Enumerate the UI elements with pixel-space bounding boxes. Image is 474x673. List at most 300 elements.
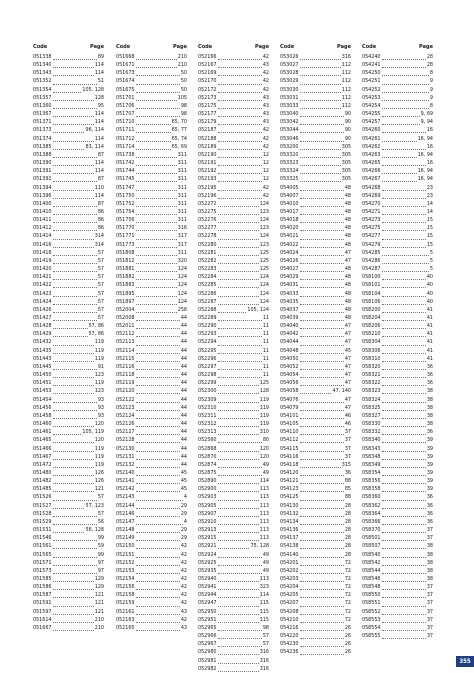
- leader-dots: [136, 299, 177, 305]
- leader-dots: [136, 495, 183, 501]
- product-code: 058321: [362, 372, 381, 379]
- index-row: [280, 363, 351, 371]
- product-code: 052192: [198, 168, 217, 175]
- page-reference: 48: [344, 282, 351, 289]
- index-row: [362, 53, 433, 61]
- product-code: 054026: [280, 257, 299, 264]
- product-code: 051528: [33, 510, 52, 517]
- product-code: 054010: [280, 200, 299, 207]
- page-reference: 36: [426, 429, 433, 436]
- page-reference: 93: [97, 412, 104, 419]
- product-code: 051390: [33, 160, 52, 167]
- product-code: 051675: [116, 86, 135, 93]
- leader-dots: [300, 87, 341, 93]
- index-row: [280, 404, 351, 412]
- page-reference: 44: [180, 372, 187, 379]
- index-row: [362, 298, 433, 306]
- product-code: 051531: [33, 527, 52, 534]
- code-header: Code: [116, 44, 131, 50]
- product-code: 054277: [362, 233, 381, 240]
- page-header: Page: [173, 44, 187, 50]
- product-code: 052925: [198, 559, 217, 566]
- leader-dots: [53, 209, 97, 215]
- page-reference: 113: [259, 502, 269, 509]
- leader-dots: [300, 282, 344, 288]
- page-reference: 114: [94, 135, 104, 142]
- leader-dots: [136, 160, 177, 166]
- leader-dots: [218, 446, 259, 452]
- page-reference: 37: [426, 600, 433, 607]
- page-reference: 12: [262, 176, 269, 183]
- index-row: [33, 330, 104, 338]
- page-reference: 46: [344, 421, 351, 428]
- index-row: [280, 192, 351, 200]
- product-code: 052907: [198, 510, 217, 517]
- index-row: [280, 624, 351, 632]
- leader-dots: [382, 454, 426, 460]
- index-row: [33, 461, 104, 469]
- product-code: 052130: [116, 445, 135, 452]
- index-row: [280, 616, 351, 624]
- index-row: [116, 575, 187, 583]
- index-row: [198, 347, 269, 355]
- index-row: [280, 551, 351, 559]
- index-row: [280, 591, 351, 599]
- page-reference: 87: [97, 151, 104, 158]
- index-row: [116, 347, 187, 355]
- leader-dots: [300, 429, 344, 435]
- page-reference: 113: [259, 535, 269, 542]
- product-code: 058200: [362, 306, 381, 313]
- index-row: [198, 379, 269, 387]
- leader-dots: [382, 307, 426, 313]
- column-header: [280, 41, 351, 53]
- column-header: [33, 41, 104, 53]
- leader-dots: [382, 274, 426, 280]
- page-reference: 15: [426, 241, 433, 248]
- product-code: 058548: [362, 584, 381, 591]
- product-code: 054056: [280, 380, 299, 387]
- leader-dots: [300, 193, 344, 199]
- page-reference: 121: [94, 486, 104, 493]
- leader-dots: [53, 95, 94, 101]
- leader-dots: [300, 446, 344, 452]
- index-row: [362, 118, 433, 126]
- index-row: [198, 518, 269, 526]
- product-code: 053320: [280, 151, 299, 158]
- product-code: 051712: [116, 135, 135, 142]
- leader-dots: [382, 144, 426, 150]
- leader-dots: [300, 413, 344, 419]
- product-code: 051416: [33, 241, 52, 248]
- leader-dots: [300, 152, 341, 158]
- leader-dots: [382, 168, 417, 174]
- product-code: 058501: [362, 535, 381, 542]
- product-code: 051400: [33, 200, 52, 207]
- product-code: 058356: [362, 478, 381, 485]
- index-row: [280, 298, 351, 306]
- leader-dots: [300, 625, 344, 631]
- index-row: [198, 159, 269, 167]
- product-code: 051426: [33, 306, 52, 313]
- leader-dots: [136, 527, 180, 533]
- leader-dots: [136, 168, 177, 174]
- index-row: [33, 143, 104, 151]
- index-row: [280, 330, 351, 338]
- leader-dots: [300, 250, 344, 256]
- page-reference: 42: [180, 616, 187, 623]
- leader-dots: [300, 601, 344, 607]
- page-reference: 9: [429, 94, 433, 101]
- page-reference: 36: [426, 510, 433, 517]
- page-reference: 120: [259, 453, 269, 460]
- page-reference: 38: [426, 551, 433, 558]
- product-code: 051412: [33, 225, 52, 232]
- product-code: 051881: [116, 266, 135, 273]
- index-row: [280, 575, 351, 583]
- page-reference: 43: [262, 111, 269, 118]
- leader-dots: [382, 470, 426, 476]
- index-row: [116, 135, 187, 143]
- index-row: [116, 192, 187, 200]
- product-code: 054037: [280, 306, 299, 313]
- index-row: [280, 338, 351, 346]
- page-reference: 125: [259, 249, 269, 256]
- index-row: [280, 143, 351, 151]
- leader-dots: [382, 584, 426, 590]
- page-reference: 113: [259, 486, 269, 493]
- product-code: 052944: [198, 592, 217, 599]
- product-code: 054241: [362, 62, 381, 69]
- product-code: 058364: [362, 510, 381, 517]
- product-code: 051420: [33, 266, 52, 273]
- index-row: [116, 241, 187, 249]
- page-reference: 16, 94: [417, 168, 433, 175]
- index-column-5: [362, 41, 433, 640]
- index-row: [198, 396, 269, 404]
- leader-dots: [218, 111, 262, 117]
- index-row: [33, 575, 104, 583]
- product-code: 052941: [198, 584, 217, 591]
- product-code: 054268: [362, 184, 381, 191]
- index-row: [33, 265, 104, 273]
- leader-dots: [218, 649, 259, 655]
- index-column-3: [198, 41, 269, 673]
- index-row: [116, 567, 187, 575]
- leader-dots: [136, 323, 180, 329]
- product-code: 051385: [33, 143, 52, 150]
- page-reference: 57, 123: [85, 502, 104, 509]
- leader-dots: [300, 364, 344, 370]
- product-code: 054266: [362, 168, 381, 175]
- index-row: [33, 624, 104, 632]
- index-row: [198, 69, 269, 77]
- index-row: [33, 387, 104, 395]
- index-row: [33, 542, 104, 550]
- index-row: [33, 241, 104, 249]
- product-code: 052913: [198, 527, 217, 534]
- page-reference: 44: [180, 363, 187, 370]
- product-code: 054240: [362, 54, 381, 60]
- leader-dots: [136, 519, 183, 525]
- product-code: 054040: [280, 323, 299, 330]
- index-row: [116, 387, 187, 395]
- index-row: [280, 510, 351, 518]
- product-code: 054031: [280, 282, 299, 289]
- page-reference: 323: [259, 584, 269, 591]
- leader-dots: [136, 470, 180, 476]
- page-reference: 316: [341, 54, 351, 60]
- product-code: 052165: [116, 624, 135, 631]
- leader-dots: [382, 576, 426, 582]
- index-row: [362, 151, 433, 159]
- product-code: 051773: [116, 241, 135, 248]
- index-row: [362, 404, 433, 412]
- leader-dots: [300, 331, 344, 337]
- leader-dots: [382, 535, 426, 541]
- leader-dots: [382, 413, 426, 419]
- product-code: 052177: [198, 111, 217, 118]
- page-reference: 65, 77: [171, 127, 187, 134]
- column-header: [116, 41, 187, 53]
- product-code: 052146: [116, 510, 135, 517]
- leader-dots: [218, 168, 262, 174]
- leader-dots: [300, 470, 344, 476]
- index-row: [362, 224, 433, 232]
- index-row: [362, 542, 433, 550]
- leader-dots: [53, 470, 94, 476]
- leader-dots: [218, 119, 262, 125]
- product-code: 054255: [362, 111, 381, 118]
- product-code: 051418: [33, 249, 52, 256]
- index-row: [362, 485, 433, 493]
- page-reference: 86: [97, 208, 104, 215]
- leader-dots: [218, 568, 262, 574]
- product-code: 052190: [198, 151, 217, 158]
- leader-dots: [218, 299, 259, 305]
- product-code: 051394: [33, 184, 52, 191]
- leader-dots: [382, 103, 429, 109]
- page-reference: 15: [426, 225, 433, 232]
- product-code: 058324: [362, 396, 381, 403]
- leader-dots: [136, 234, 177, 240]
- page-reference: 124: [259, 282, 269, 289]
- product-code: 054260: [362, 127, 381, 134]
- index-row: [198, 298, 269, 306]
- index-row: [280, 265, 351, 273]
- page-reference: 26: [344, 633, 351, 640]
- index-row: [33, 102, 104, 110]
- product-code: 051419: [33, 257, 52, 264]
- page-reference: 311: [177, 168, 187, 175]
- leader-dots: [53, 576, 94, 582]
- index-row: [198, 526, 269, 534]
- index-row: [116, 184, 187, 192]
- page-reference: 42: [262, 127, 269, 134]
- page-reference: 124: [177, 266, 187, 273]
- index-row: [280, 151, 351, 159]
- leader-dots: [382, 617, 426, 623]
- index-row: [280, 371, 351, 379]
- index-row: [116, 453, 187, 461]
- index-row: [116, 200, 187, 208]
- product-code: 058366: [362, 518, 381, 525]
- product-code: 053029: [280, 78, 299, 85]
- product-code: 058552: [362, 608, 381, 615]
- page-reference: 123: [94, 388, 104, 395]
- leader-dots: [300, 380, 344, 386]
- leader-dots: [53, 552, 97, 558]
- leader-dots: [53, 462, 94, 468]
- product-code: 054101: [280, 412, 299, 419]
- index-row: [116, 534, 187, 542]
- product-code: 053200: [280, 143, 299, 150]
- page-reference: 5: [429, 249, 433, 256]
- page-reference: 9: [429, 86, 433, 93]
- leader-dots: [53, 315, 97, 321]
- product-code: 051340: [33, 62, 52, 69]
- product-code: 051529: [33, 518, 52, 525]
- index-row: [280, 420, 351, 428]
- leader-dots: [136, 348, 180, 354]
- leader-dots: [53, 348, 94, 354]
- page-reference: 16: [426, 160, 433, 167]
- page-reference: 72: [344, 576, 351, 582]
- leader-dots: [53, 119, 94, 125]
- index-row: [33, 599, 104, 607]
- leader-dots: [382, 242, 426, 248]
- product-code: 052874: [198, 461, 217, 468]
- page-reference: 57: [262, 633, 269, 640]
- product-code: 052154: [116, 576, 135, 582]
- index-row: [198, 363, 269, 371]
- index-row: [280, 77, 351, 85]
- product-code: 052981: [198, 657, 217, 664]
- index-row: [116, 420, 187, 428]
- index-row: [33, 118, 104, 126]
- page-reference: 57: [97, 298, 104, 305]
- page-reference: 49: [262, 567, 269, 574]
- index-row: [280, 428, 351, 436]
- leader-dots: [53, 176, 97, 182]
- page-reference: 38: [426, 576, 433, 582]
- product-code: 053030: [280, 86, 299, 93]
- page-reference: 11: [262, 315, 269, 321]
- leader-dots: [136, 617, 180, 623]
- leader-dots: [136, 364, 180, 370]
- index-row: [116, 583, 187, 591]
- index-row: [280, 355, 351, 363]
- page-reference: 42: [180, 567, 187, 574]
- product-code: 054039: [280, 315, 299, 321]
- index-row: [280, 184, 351, 192]
- product-code: 052272: [198, 200, 217, 207]
- product-code: 051367: [33, 111, 52, 118]
- page-reference: 112: [341, 78, 351, 85]
- index-column-2: [116, 41, 187, 632]
- index-row: [33, 184, 104, 192]
- leader-dots: [300, 70, 341, 76]
- page-reference: 126: [94, 478, 104, 485]
- product-code: 054250: [362, 70, 381, 77]
- page-reference: 57: [97, 257, 104, 264]
- index-row: [116, 502, 187, 510]
- leader-dots: [136, 95, 177, 101]
- index-row: [198, 510, 269, 518]
- page-reference: 50: [180, 78, 187, 85]
- leader-dots: [218, 552, 262, 558]
- page-reference: 8: [429, 102, 433, 109]
- product-code: 051466: [33, 445, 52, 452]
- leader-dots: [382, 388, 426, 394]
- page-reference: 48: [344, 233, 351, 240]
- index-row: [116, 485, 187, 493]
- leader-dots: [382, 511, 426, 517]
- product-code: 052011: [116, 323, 135, 330]
- page-reference: 16, 94: [417, 151, 433, 158]
- leader-dots: [53, 103, 97, 109]
- product-code: 051671: [116, 62, 135, 69]
- page-reference: 43: [180, 608, 187, 615]
- page-reference: 86: [97, 225, 104, 232]
- index-row: [362, 249, 433, 257]
- index-row: [198, 616, 269, 624]
- product-code: 051614: [33, 616, 52, 623]
- leader-dots: [218, 266, 259, 272]
- index-row: [33, 445, 104, 453]
- leader-dots: [218, 364, 262, 370]
- leader-dots: [218, 54, 262, 60]
- product-code: 052116: [116, 363, 135, 370]
- product-code: 058106: [362, 298, 381, 305]
- product-code: 051750: [116, 192, 135, 199]
- leader-dots: [218, 87, 262, 93]
- product-code: 051424: [33, 298, 52, 305]
- page-header: Page: [337, 44, 351, 50]
- product-code: 052921: [198, 543, 217, 550]
- leader-dots: [300, 234, 344, 240]
- index-row: [362, 363, 433, 371]
- page-reference: 114: [259, 592, 269, 599]
- product-code: 054216: [280, 624, 299, 631]
- product-code: 051526: [33, 494, 52, 501]
- product-code: 054271: [362, 208, 381, 215]
- index-row: [33, 347, 104, 355]
- product-code: 051527: [33, 502, 52, 509]
- page-reference: 42: [180, 584, 187, 591]
- index-row: [116, 249, 187, 257]
- product-code: 051429: [33, 331, 52, 338]
- product-code: 052119: [116, 380, 135, 387]
- index-row: [362, 559, 433, 567]
- page-reference: 37: [426, 535, 433, 542]
- leader-dots: [382, 405, 426, 411]
- index-row: [198, 306, 269, 314]
- index-row: [198, 428, 269, 436]
- index-row: [198, 273, 269, 281]
- page-reference: 85: [344, 486, 351, 493]
- page-reference: 47: [344, 323, 351, 330]
- index-row: [33, 94, 104, 102]
- product-code: 052008: [116, 315, 135, 321]
- leader-dots: [136, 217, 177, 223]
- page-reference: 57, 86: [88, 323, 104, 330]
- product-code: 051445: [33, 363, 52, 370]
- index-row: [280, 477, 351, 485]
- product-code: 052297: [198, 363, 217, 370]
- leader-dots: [300, 552, 344, 558]
- page-reference: 15: [426, 217, 433, 224]
